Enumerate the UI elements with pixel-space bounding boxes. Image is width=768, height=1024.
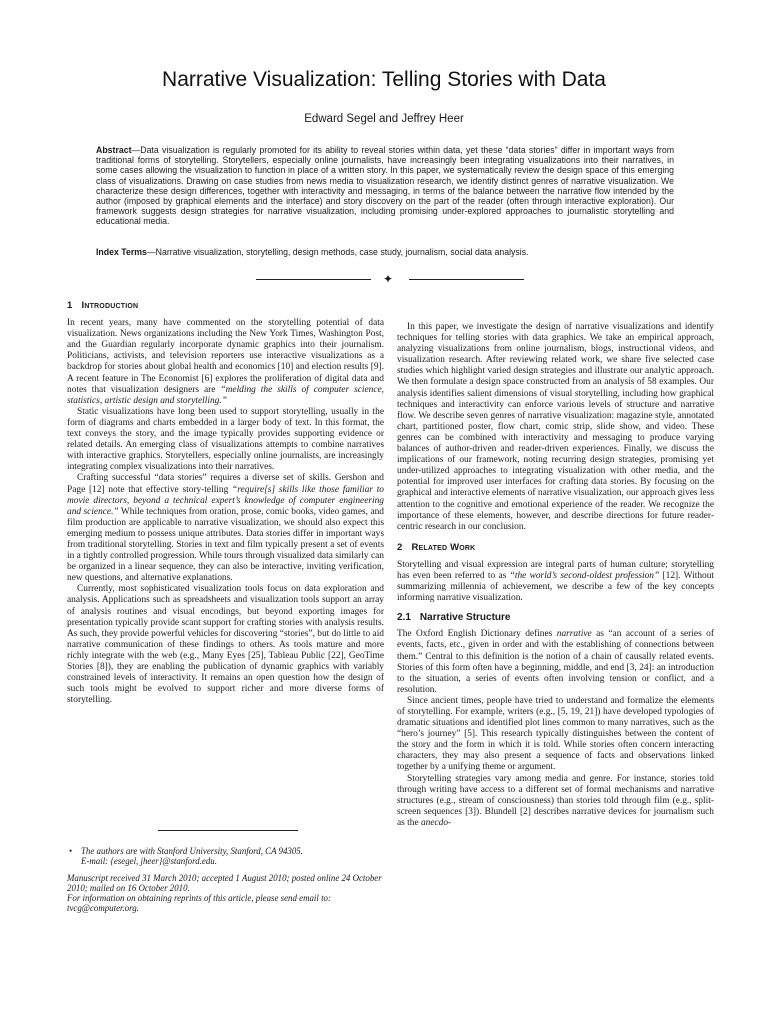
divider-line-left [256, 279, 371, 280]
subsection-number: 2.1 [397, 612, 411, 624]
section-divider [256, 272, 524, 286]
paragraph-text: [12]. Without summarizing millennia of achievement, we describe a few of the key concepts informing narrative visualization. [397, 570, 714, 604]
paragraph [397, 560, 714, 604]
divider-line-right [409, 279, 524, 280]
index-terms-label: Index Terms [96, 247, 147, 257]
quote-text: “melding the skills of computer science, statistics, artistic design and storytelling.” [67, 384, 384, 406]
emphasis-text: anecdo- [420, 817, 452, 828]
index-terms-text: —Narrative visualization, storytelling, design methods, case study, journalism, social data analysis. [146, 247, 529, 257]
paragraph: Currently, most sophisticated visualization tools focus on data exploration and analysis. Applications such as spreadsheets and visualization tools support an array of analysis routines and visual encodings, but beyond exporting images for presentation typically provide scant support for crafting stories with analysis results. As such, they provide powerful vehicles for discovering “stories”, but do little to aid narrative communication of these findings to others. As tools mature and more richly integrate with the web (e.g., Many Eyes [25], Tableau Public [22], GeoTime Stories [8]), they are enabling the publication of dynamic graphics with variably constrained levels of interactivity. It remains an open question how the design of such tools might be evolved to support richer and more diverse forms of storytelling. [67, 584, 384, 706]
paragraph-text: Storytelling and visual expression are integral parts of human culture; storytelling has even been referred to as [397, 559, 714, 581]
footnotes [67, 846, 384, 914]
paragraph [397, 774, 714, 829]
abstract-text: —Data visualization is regularly promoted for its ability to reveal stories within data, yet these “data stories” differ in important ways from traditional forms of storytelling. Storytellers, especially online journalists, have increasingly been integrating visualizations into their narratives, in some cases allowing the visualization to function in place of a written story. In this paper, we systematically review the design space of this emerging class of visualizations. Drawing on case studies from news media to visualization research, we identify distinct genres of narrative visualization. We characterize these design differences, together with interactivity and messaging, in terms of the balance between the narrative flow intended by the author (imposed by graphical elements and the interface) and story discovery on the part of the reader (often through interactive exploration). Our framework suggests design strategies for narrative visualization, including promising under-explored approaches to journalistic storytelling and educational media. [96, 145, 674, 227]
affiliation-text: The authors are with Stanford University, Stanford, CA 94305. [81, 846, 303, 856]
left-column [67, 300, 384, 706]
footnote-rule [158, 830, 298, 831]
section-number: 1 [67, 300, 73, 311]
section-title: Related Work [411, 541, 476, 553]
paragraph-text: as “an account of a series of events, facts, etc., given in order and with the establishing of connections between them.” Central to this definition is the notion of a chain of causally related events. Stories of this form often have a beginning, middle, and end [3, 24]: an introduction to the situation, a series of events often involving tension or conflict, and a resolution. [397, 629, 714, 695]
right-column [397, 322, 714, 829]
paragraph: Static visualizations have long been used to support storytelling, usually in the form of diagrams and charts embedded in a larger body of text. In this format, the text conveys the story, and the image typically provides supporting evidence or related details. An emerging class of visualizations attempts to combine narratives with interactive graphics. Storytellers, especially online journalists, are increasingly integrating complex visualizations into their narratives. [67, 406, 384, 473]
paper-authors: Edward Segel and Jeffrey Heer [304, 113, 464, 125]
quote-text: “the world’s second-oldest profession” [509, 570, 660, 581]
emphasis-text: narrative [556, 629, 592, 640]
paragraph: In this paper, we investigate the design of narrative visualizations and identify techniques for telling stories with data graphics. We take an empirical approach, analyzing visualizations from online journalism, blogs, instructional videos, and visualization research. After reviewing related work, we share five selected case studies which highlight varied design strategies and illustrate our analytic approach. We then formulate a design space constructed from an analysis of 58 examples. Our analysis identifies salient dimensions of visual storytelling, including how graphical techniques and interactivity can enforce various levels of structure and narrative flow. We describe seven genres of narrative visualization: magazine style, annotated chart, partitioned poster, flow chart, comic strip, slide show, and video. These genres can be combined with interactivity and messaging to produce varying balances of author-driven and reader-driven experiences. Finally, we discuss the implications of our framework, noting recurring design strategies, promising yet under-utilized approaches to integrating visualization with other media, and the potential for improved user interfaces for crafting data stories. By focusing on the graphical and interactive elements of narrative visualization, our approach gives less attention to the cognitive and emotional experience of the reader. We recognize the importance of these elements, however, and describe directions for future reader-centric research in our conclusion. [397, 322, 714, 532]
manuscript-dates: Manuscript received 31 March 2010; accepted 1 August 2010; posted online 24 October 2010; mailed on 16 October 2010. [67, 872, 382, 893]
paragraph-text: While techniques from oration, prose, comic books, video games, and film production are applicable to narrative visualization, we should also expect this emerging medium to possess unique attributes. Data stories differ in important ways from traditional storytelling. Stories in text and film typically present a set of events in a tightly controlled progression. While tours through visualized data similarly can be organized in a linear sequence, they can also be interactive, inviting verification, new questions, and alternative explanations. [67, 506, 384, 584]
paper-title: Narrative Visualization: Telling Stories with Data [162, 68, 606, 91]
section-heading-introduction [67, 300, 384, 311]
paragraph-text: Crafting successful “data stories” requires a diverse set of skills. Gershon and Page [12] note that effective story-telling [67, 473, 384, 495]
subsection-title: Narrative Structure [419, 612, 511, 624]
paragraph-text: The Oxford English Dictionary defines [397, 629, 557, 640]
paragraph [397, 629, 714, 696]
subsection-heading-narrative-structure [397, 612, 714, 623]
index-terms [96, 247, 674, 257]
paragraph-text: Storytelling strategies vary among media and genre. For instance, stories told through writing have access to a different set of formal mechanisms and narrative structures (e.g., stream of consciousness) than stories told through film (e.g., split-screen sequences [3]). Blundell [2] describes narrative devices for journalism such as the [397, 773, 714, 828]
footnote-affiliation [67, 846, 384, 867]
paragraph: Since ancient times, people have tried to understand and formalize the elements of storytelling. For example, writers (e.g., [5, 19, 21]) have developed typologies of dramatic situations and identified plot lines common to many narratives, such as the “hero’s journey” [5]. This research typically distinguishes between the content of the story and the form in which it is told. While stories often concern interacting characters, they may also present a sequence of facts and observations linked together by a unifying theme or argument. [397, 695, 714, 773]
quote-text: “require[s] skills like those familiar to movie directors, beyond a technical expert’s knowledge of computer engineering and science.” [67, 484, 384, 517]
section-number: 2 [397, 541, 403, 553]
reprints-info: For information on obtaining reprints of this article, please send email to: tvcg@computer.org. [67, 893, 331, 914]
email-text: E-mail: {esegel, jheer}@stanford.edu. [81, 856, 217, 867]
section-title: Introduction [81, 300, 139, 311]
abstract [96, 145, 674, 227]
paragraph-text: In recent years, many have commented on the storytelling potential of data visualization. News organizations including the New York Times, Washington Post, and the Guardian regularly incorporate dynamic graphics into their journalism. Politicians, activists, and television reporters use interactive visualizations as a backdrop for stories about global health and economics [10] and election results [9]. A recent feature in The Economist [6] explores the proliferation of digital data and notes that visualization designers are [67, 318, 384, 395]
section-heading-related-work [397, 542, 714, 553]
abstract-label: Abstract [96, 145, 132, 155]
paragraph [67, 473, 384, 584]
diamond-star-icon: ✦ [383, 272, 394, 286]
paragraph [67, 318, 384, 407]
bullet-icon: • [69, 846, 73, 856]
